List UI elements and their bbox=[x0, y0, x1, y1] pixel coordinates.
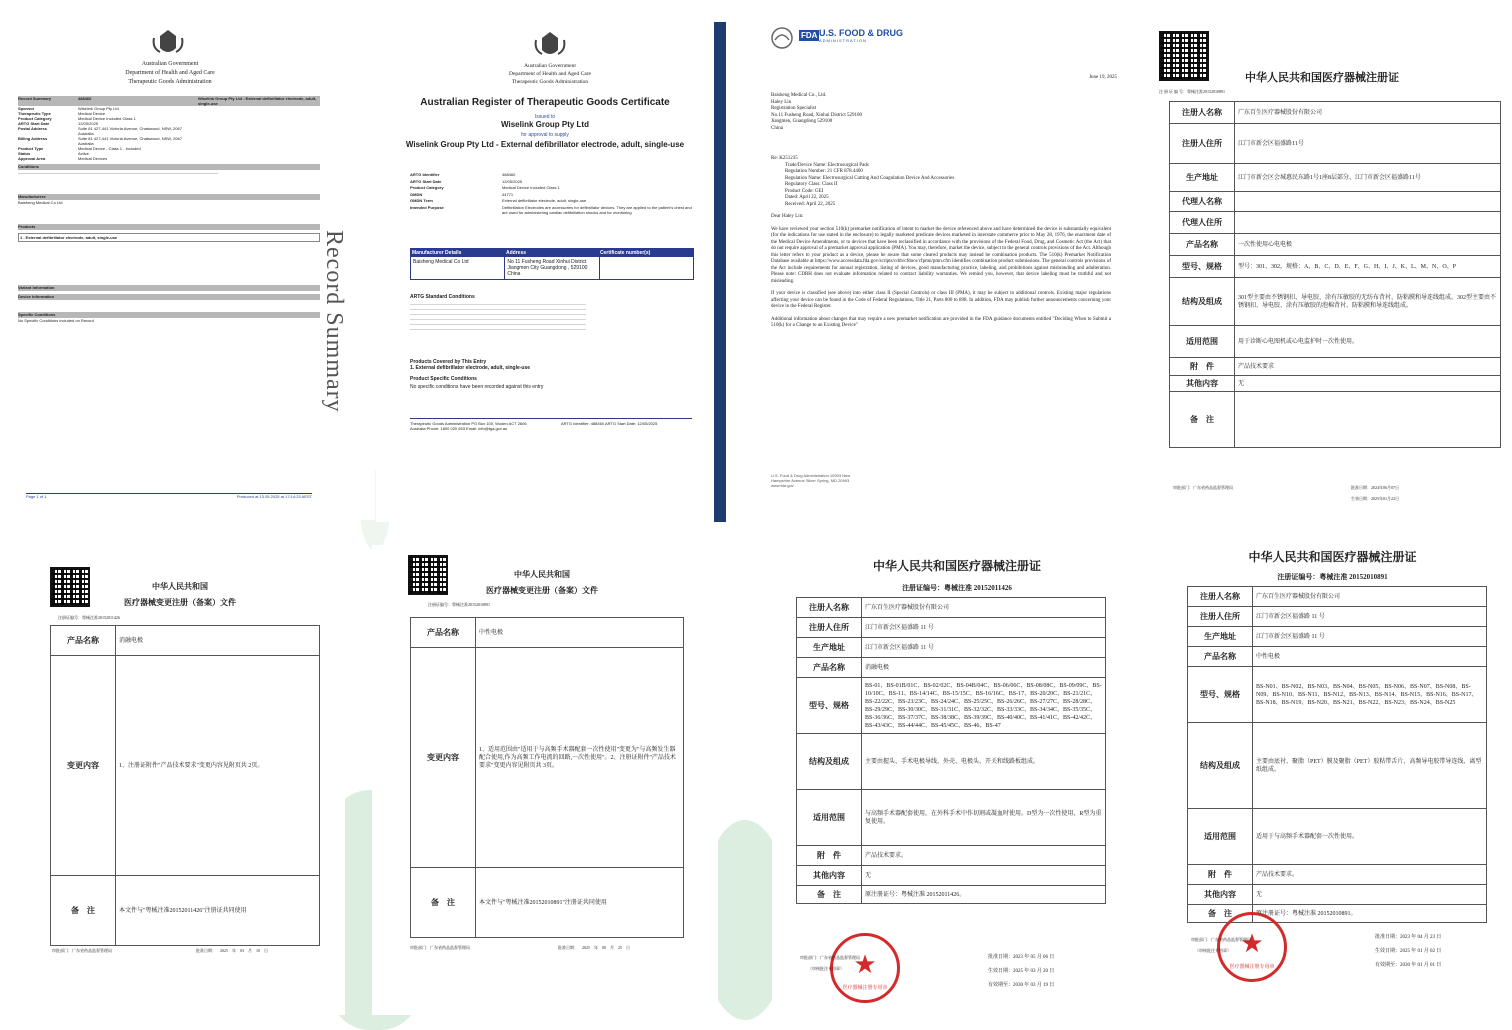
variant-heading: Variant Information bbox=[18, 285, 320, 291]
table-row bbox=[797, 678, 1106, 734]
row-value: 江门市新会区福盛路 11 号 bbox=[1253, 607, 1487, 627]
product-title: 1 . External defibrillator electrode, adult, single-use bbox=[18, 233, 320, 242]
table-row bbox=[1188, 607, 1487, 627]
record-label: Postal Address bbox=[18, 126, 47, 131]
row-value: 产品技术要求 bbox=[1235, 358, 1501, 376]
doc-record-summary bbox=[0, 0, 375, 520]
record-value: Wiselink Group Pty Ltd bbox=[78, 106, 119, 111]
field-row bbox=[410, 179, 692, 184]
row-label: 结构及组成 bbox=[1170, 278, 1235, 326]
table-row bbox=[1188, 885, 1487, 905]
table-row bbox=[1188, 723, 1487, 809]
record-label: Approval Area bbox=[18, 156, 46, 161]
table-row bbox=[1188, 627, 1487, 647]
conditions-heading: ARTG Standard Conditions bbox=[410, 294, 475, 300]
address-line: Baisheng Medical Co., Ltd. bbox=[771, 93, 827, 98]
cert-title: 中华人民共和国医疗器械注册证 bbox=[1245, 71, 1399, 84]
doc-cn-registration-ecg bbox=[1155, 25, 1510, 515]
row-value bbox=[1235, 192, 1501, 212]
row-label: 型号、规格 bbox=[1188, 667, 1253, 723]
table-row bbox=[1170, 192, 1501, 212]
covered-item: 1. External defibrillator electrode, adult, single-use bbox=[410, 365, 531, 371]
record-label: ARTG Start Date bbox=[18, 121, 50, 126]
manufacturers-heading: Manufacturers bbox=[18, 194, 320, 200]
re-line: Re: K251235 bbox=[771, 156, 798, 161]
approver: 审批部门：广东省药品监督管理局 bbox=[410, 945, 470, 950]
manufacturer-table bbox=[410, 248, 694, 280]
record-value: Medical Devices bbox=[78, 156, 108, 161]
tga-name: Therapeutic Goods Administration bbox=[511, 79, 589, 85]
field-row bbox=[410, 192, 692, 197]
record-extra bbox=[198, 156, 320, 161]
australian-crest-icon bbox=[532, 30, 568, 60]
row-value: 江门市新会区会城惠民东路1号1座8层部分、江门市新会区福盛路11号 bbox=[1235, 164, 1501, 192]
gov-name: Australian Government bbox=[524, 63, 576, 69]
row-value: 与高频手术器配套使用，在外科手术中作切割或凝血时使用。D型为一次性使用，R型为重复使用。 bbox=[862, 790, 1106, 846]
row-label: 适用范围 bbox=[797, 790, 862, 846]
table-row bbox=[797, 618, 1106, 638]
record-summary-vertical-title: Record Summary bbox=[321, 230, 347, 413]
row-label: 注册人名称 bbox=[797, 598, 862, 618]
record-value: 488460 bbox=[78, 96, 92, 101]
row-label: 型号、规格 bbox=[797, 678, 862, 734]
specific-text: No Specific Conditions included on Record bbox=[18, 318, 94, 323]
row-label: 注册人住所 bbox=[797, 618, 862, 638]
record-value: Medical Device Included Class 1 bbox=[78, 116, 136, 121]
specific-text: No specific conditions have been recorded against this entry bbox=[410, 384, 544, 390]
doc-artg-certificate: Australian Government Department of Health and Aged Care Therapeutic Goods Administration Australian Register of Therapeutic Goods Certificate Issued to Wiselink Group Pty Ltd for approval to supply Wiselink Group Pty Ltd - External defibrillator electrode, adult, single-use ARTG Identifier 488460 ARTG Start Date 12/05/2025 Product Category Medical Device Included Class 1 GMDN 44771 GMDN Term External defibrillator electrode, adult, single-use Intended Purpose Defibrillation Electrodes are accessories for defibrillator devices. They are applied to the patient's chest and are used for administering cardiac defibrillation shocks and for monitoring Manufacturer Details Address Certificate number(s) Baisheng Medical Co Ltd No 11 Fusheng Road Xinhui District Jiangmen City Guangdong , 529100 China ARTG Standard Conditions ———————————————————————————————————————————— ———————————————————————————————————————————— ———————————————————————————————————————————— ———————————————————————————————————————————— ———————————————————————————————————————————— ———————————————————————————————————————————— Products Covered by This Entry 1. External defibrillator electrode, adult, single-use Product Specific Conditions No specific conditions have been recorded against this entry Therapeutic Goods Administration PO Box 100, Woden ACT 2606 Australia Phone: 1800 020 653 Email: info@tga.gov.au ARTG Identifier: 488460 ARTG Start Date: 12/05/2025 bbox=[376, 22, 726, 522]
artg-footer-id: ARTG Identifier: 488460 ARTG Start Date: 12/05/2025 bbox=[561, 421, 658, 426]
table-row bbox=[1170, 278, 1501, 326]
address-line: Haley Lin bbox=[771, 99, 792, 105]
produced-at: Produced at 13.05.2025 at 17:14:23 AEST bbox=[236, 494, 312, 499]
tga-name: Therapeutic Goods Administration bbox=[128, 79, 212, 85]
doc-cn-change-neutral bbox=[372, 545, 718, 1015]
row-value: 产品技术要求。 bbox=[862, 846, 1106, 866]
approve-date: 批准日期： 2025 年 03 月 10 日 bbox=[196, 948, 268, 953]
re-detail-line: Regulation Number: 21 CFR 878.4400 bbox=[785, 169, 863, 174]
row-value: 广东百生医疗器械股份有限公司 bbox=[1235, 102, 1501, 124]
row-value: 本文件与"粤械注准20152010891"注册证共同使用 bbox=[476, 868, 684, 938]
title-line-1: 中华人民共和国 bbox=[514, 570, 570, 579]
reg-number: 注册证编号：粤械注准20152010891 bbox=[428, 602, 490, 607]
table-row bbox=[1170, 212, 1501, 234]
field-value: 488460 bbox=[502, 172, 516, 177]
approve-date: 批准日期：2023 年 04 月 23 日 bbox=[1375, 935, 1442, 940]
row-label: 代理人名称 bbox=[1170, 192, 1235, 212]
table-row bbox=[1170, 256, 1501, 278]
record-row bbox=[18, 136, 320, 146]
expire-date: 有效期至：2030 年 01 月 01 日 bbox=[1375, 963, 1442, 968]
row-label: 注册人住所 bbox=[1170, 124, 1235, 164]
mf-header: Manufacturer Details bbox=[412, 250, 462, 256]
row-value: 用于诊断心电图机或心电监护时一次性使用。 bbox=[1235, 326, 1501, 358]
table-row bbox=[797, 886, 1106, 904]
table-row bbox=[1170, 102, 1501, 124]
re-detail-line: Received: April 22, 2025 bbox=[785, 201, 836, 207]
doc-fda-letter bbox=[755, 20, 1135, 510]
table-row bbox=[51, 876, 320, 946]
table-row bbox=[51, 626, 320, 656]
field-row bbox=[410, 205, 692, 215]
conditions-heading: Conditions bbox=[18, 164, 320, 170]
row-label: 生产地址 bbox=[1170, 164, 1235, 192]
record-label: Product Type bbox=[18, 146, 44, 151]
row-value: 主要由底衬、聚脂（PET）膜及聚脂（PET）胶粘带舌片、高频导电胶带导连线、离型纸组成。 bbox=[1253, 723, 1487, 809]
approver: 审批部门：广东省药品监督管理局 bbox=[800, 955, 860, 960]
record-extra: Wiselink Group Pty Ltd - External defibrillator electrode, adult, single-use bbox=[198, 96, 317, 106]
field-row bbox=[410, 185, 692, 190]
specific-heading: Product Specific Conditions bbox=[410, 375, 477, 382]
record-extra bbox=[198, 136, 320, 146]
row-label: 结构及组成 bbox=[1188, 723, 1253, 809]
table-row bbox=[1170, 234, 1501, 256]
products-heading: Products bbox=[18, 224, 320, 230]
row-label: 产品名称 bbox=[797, 658, 862, 678]
row-label: 适用范围 bbox=[1188, 809, 1253, 865]
record-table: Record Summary 488460 Wiselink Group Pty Ltd - External defibrillator electrode, adult, single-use Sponsor Wiselink Group Pty Ltd Therapeutic Type Medical Device Product Category Medical Device Included Class 1 ARTG Start Date 12/05/2025 Postal Address Suite 81 427-441 Victoria Avenue, Chatswood, NSW, 2067 Australia Billing Address Suite 81 427-441 Victoria Avenue, Chatswood, NSW, 2067 Australia Product Type Medical Device - Class 1 - Included Status Active Approval Area Medical Devices Conditions —————————————————————————————————————————————————— Manufacturers Baisheng Medical Co Ltd Products 1 . External defibrillator electrode, adult, single-use Variant Information Device Information Specific Conditions No Specific Conditions included on Record bbox=[18, 96, 320, 323]
letter-date: June 19, 2025 bbox=[1089, 75, 1117, 80]
fda-footer: U.S. Food & Drug Administration 10903 New Hampshire Avenue Silver Spring, MD 20993 www.fda.gov bbox=[771, 473, 851, 488]
row-label: 注册人住所 bbox=[1188, 607, 1253, 627]
field-value: Medical Device Included Class 1 bbox=[502, 185, 560, 190]
for-approval-label: for approval to supply bbox=[521, 132, 569, 138]
row-label: 其他内容 bbox=[797, 866, 862, 886]
title-line-1: 中华人民共和国 bbox=[152, 582, 208, 591]
manufacturer-name: Baisheng Medical Co Ltd bbox=[18, 200, 63, 205]
row-value: 原注册证号：粤械注准 20152010891。 bbox=[1253, 905, 1487, 923]
re-detail-line: Regulation Name: Electrosurgical Cutting And Coagulation Device And Accessories bbox=[785, 175, 955, 181]
record-label: Record Summary bbox=[18, 96, 52, 101]
title-line-2: 医疗器械变更注册（备案）文件 bbox=[486, 586, 598, 595]
row-value: 江门市新会区福盛路 11 号 bbox=[862, 638, 1106, 658]
address-line: Registration Specialist bbox=[771, 106, 817, 111]
table-row bbox=[797, 598, 1106, 618]
field-row bbox=[410, 172, 692, 177]
paragraph-3: Additional information about changes that may require a new premarket notification are provided in the FDA guidance documents entitled "Deciding When to Submit a 510(k) for a Change to an Existing Device" bbox=[771, 316, 1111, 328]
table-row bbox=[797, 846, 1106, 866]
record-value: Suite 81 427-441 Victoria Avenue, Chatswood, NSW, 2067 Australia bbox=[78, 126, 182, 136]
company-name: Wiselink Group Pty Ltd bbox=[501, 120, 589, 129]
approve-date: 批准日期： 2025 年 00 月 25 日 bbox=[558, 945, 630, 950]
table-row bbox=[1170, 164, 1501, 192]
row-label: 结构及组成 bbox=[797, 734, 862, 790]
australian-crest-icon bbox=[150, 28, 186, 58]
record-label: Billing Address bbox=[18, 136, 48, 141]
row-label: 附 件 bbox=[797, 846, 862, 866]
row-label: 产品名称 bbox=[51, 626, 116, 656]
qr-code-icon bbox=[50, 567, 90, 607]
re-detail-line: Regulatory Class: Class II bbox=[785, 182, 838, 187]
fda-logo-badge: FDA bbox=[801, 31, 818, 40]
table-row bbox=[1188, 667, 1487, 723]
mf-name: Baisheng Medical Co Ltd bbox=[413, 259, 469, 265]
row-label: 变更内容 bbox=[51, 656, 116, 876]
record-value: Medical Device bbox=[78, 111, 106, 116]
dept-name: Department of Health and Aged Care bbox=[508, 71, 591, 77]
covered-heading: Products Covered by This Entry bbox=[410, 358, 487, 365]
row-value: 本文件与"粤械注准20152011426"注册证共同使用 bbox=[116, 876, 320, 946]
specific-heading: Specific Conditions bbox=[18, 312, 320, 318]
address-line: No.11 Fusheng Road, Xinhui District 529100 bbox=[771, 112, 863, 118]
row-value: BS-01、BS-01B/01C、BS-02/02C、BS-04B/04C、BS-06/06C、BS-08/08C、BS-09/09C、BS-10/10C、BS-11、BS-14/14C、BS-15/15C、BS-16/16C、BS-17、BS-20/20C、BS-21/21C、BS-22/22C、BS-23/23C、BS-24/24C、BS-25/25C、BS-26/26C、BS-27/27C、BS-28/28C、BS-29/29C、BS-30/30C、BS-31/31C、BS-32/32C、BS-33/33C、BS-34/34C、BS-35/35C、BS-36/36C、BS-37/37C、BS-38/38C、BS-39/39C、BS-40/40C、BS-41/41C、BS-42/42C、BS-43/43C、BS-44/44C、BS-45/45C、BS-46、BS-47 bbox=[862, 678, 1106, 734]
record-value: 12/05/2025 bbox=[78, 121, 99, 126]
row-value: 江门市新会区福盛路11号 bbox=[1235, 124, 1501, 164]
row-label: 代理人住所 bbox=[1170, 212, 1235, 234]
fda-sub: ADMINISTRATION bbox=[819, 38, 867, 43]
field-label: ARTG Start Date bbox=[410, 178, 442, 184]
table-row bbox=[411, 648, 684, 868]
row-label: 备 注 bbox=[411, 868, 476, 938]
dept-name: Department of Health and Aged Care bbox=[125, 70, 215, 76]
table-row bbox=[797, 866, 1106, 886]
change-table bbox=[410, 617, 684, 938]
row-value: 主要由握头、手术电极导线、外壳、电极头、开关和线路板组成。 bbox=[862, 734, 1106, 790]
reg-number: 注册证编号：粤械注准 20152010891 bbox=[1277, 573, 1388, 581]
row-label: 附 件 bbox=[1170, 358, 1235, 376]
row-value: 301型主要由不锈钢扣、导电胶、涂有压敏胶的无纺布背衬、防粘膜和导连线组成。302型主要由不锈钢扣、导电胶、涂有压敏胶的泡棉背衬、防粘膜和导连线组成。 bbox=[1235, 278, 1501, 326]
record-value: Medical Device - Class 1 - Included bbox=[78, 146, 141, 151]
record-row bbox=[18, 156, 320, 161]
row-label: 产品名称 bbox=[1170, 234, 1235, 256]
table-row bbox=[411, 868, 684, 938]
red-seal-stamp: ★ 医疗器械注册专用章 bbox=[830, 933, 900, 1003]
row-value: 无 bbox=[1235, 376, 1501, 392]
issued-to-label: Issued to bbox=[534, 114, 556, 120]
approve-date: 批准日期：2024年06月07日 bbox=[1351, 485, 1399, 490]
row-value: 江门市新会区福盛路 11 号 bbox=[862, 618, 1106, 638]
row-label: 产品名称 bbox=[411, 618, 476, 648]
recipient-address bbox=[771, 93, 1111, 132]
stamp-text: 医疗器械注册专用章 bbox=[842, 985, 888, 991]
cert-title: 中华人民共和国医疗器械注册证 bbox=[1248, 550, 1417, 564]
certificate-title: Australian Register of Therapeutic Goods Certificate bbox=[420, 97, 670, 108]
row-label: 产品名称 bbox=[1188, 647, 1253, 667]
table-row bbox=[797, 790, 1106, 846]
row-label: 备 注 bbox=[51, 876, 116, 946]
row-label: 其他内容 bbox=[1188, 885, 1253, 905]
field-label: Product Category bbox=[410, 185, 444, 190]
fda-name: U.S. FOOD & DRUG bbox=[819, 28, 904, 38]
table-row bbox=[1188, 865, 1487, 885]
record-extra bbox=[198, 126, 320, 136]
row-value: 广东百生医疗器械股份有限公司 bbox=[1253, 587, 1487, 607]
salutation: Dear Haley Lin: bbox=[771, 214, 804, 219]
row-value bbox=[1235, 212, 1501, 234]
reg-number: 注 册 证 编 号：粤械注准20152010891 bbox=[1159, 89, 1225, 94]
gov-name: Australian Government bbox=[141, 61, 199, 67]
table-row bbox=[1188, 809, 1487, 865]
record-label: Sponsor bbox=[18, 106, 35, 111]
re-detail-line: Dated: April 22, 2025 bbox=[785, 195, 829, 200]
table-row bbox=[411, 618, 684, 648]
row-value: 广东百生医疗器械股份有限公司 bbox=[862, 598, 1106, 618]
valid-date: 生效日期：2025 年 03 月 20 日 bbox=[988, 969, 1055, 974]
doc-cn-registration-neutral bbox=[1155, 540, 1510, 1015]
table-row bbox=[1170, 392, 1501, 448]
doc-cn-change-ablation bbox=[0, 545, 345, 1015]
record-row bbox=[18, 96, 320, 106]
approver-sub: （审核批注专用章） bbox=[808, 966, 844, 971]
row-label: 附 件 bbox=[1188, 865, 1253, 885]
row-label: 变更内容 bbox=[411, 648, 476, 868]
approver: 审批部门：广东省药品监督管理局 bbox=[1173, 485, 1233, 490]
re-detail-line: Trade/Device Name: Electrosurgical Pads bbox=[785, 162, 869, 168]
row-value: 无 bbox=[1253, 885, 1487, 905]
paragraph-2: If your device is classified (see above) into either class II (Special Controls) or class III (PMA), it may be subject to additional controls. Existing major regulations affecting your device can be found in the Code of Federal Regulations, Title 21, Parts 800 to 898. In addition, FDA may publish further announcements concerning your device in the Federal Register. bbox=[771, 291, 1111, 309]
field-label: ARTG Identifier bbox=[410, 172, 440, 177]
field-label: GMDN Term bbox=[410, 198, 433, 203]
table-row bbox=[797, 734, 1106, 790]
field-value: 12/05/2025 bbox=[502, 178, 523, 184]
record-row bbox=[18, 126, 320, 136]
row-label: 注册人名称 bbox=[1188, 587, 1253, 607]
row-value: 中性电极 bbox=[476, 618, 684, 648]
valid-date: 生效日期：2025年01月22日 bbox=[1351, 496, 1399, 501]
device-heading: Device Information bbox=[18, 294, 320, 300]
page-count: Page 1 of 1 bbox=[26, 494, 47, 499]
record-value: Active bbox=[78, 151, 89, 156]
row-label: 适用范围 bbox=[1170, 326, 1235, 358]
table-row bbox=[1188, 647, 1487, 667]
row-value: 江门市新会区福盛路 11 号 bbox=[1253, 627, 1487, 647]
row-value: 产品技术要求。 bbox=[1253, 865, 1487, 885]
address-line: Jiangmen, Guangdong 529100 bbox=[771, 119, 833, 124]
approver: 审批部门：广东省药品监督管理局 bbox=[1191, 937, 1251, 942]
row-value: BS-N01、BS-N02、BS-N03、BS-N04、BS-N05、BS-N06、BS-N07、BS-N08、BS-N09、BS-N10、BS-N11、BS-N12、BS-N13、BS-N14、BS-N15、BS-N16、BS-N17、BS-N18、BS-N19、BS-N20、BS-N21、BS-N22、BS-N23、BS-N24、BS-N25 bbox=[1253, 667, 1487, 723]
cert-table bbox=[1187, 586, 1487, 923]
record-label: Status bbox=[18, 151, 31, 156]
qr-code-icon bbox=[1159, 31, 1209, 81]
mf-address: No 11 Fusheng Road Xinhui District Jiangmen City Guangdong , 529100 China bbox=[504, 257, 598, 279]
row-value: 1、注册证附件"产品技术要求"变更内容见附页共 2页。 bbox=[116, 656, 320, 876]
record-value: Suite 81 427-441 Victoria Avenue, Chatswood, NSW, 2067 Australia bbox=[78, 136, 182, 146]
doc-cn-registration-ablation bbox=[772, 545, 1142, 1015]
row-value bbox=[1235, 392, 1501, 448]
row-value: 1、适用范围由"适用于与高频手术器配套一次性使用"变更为"与高频发生器配合使用,作为高频工作电流的回路,一次性使用"。2、注册证附件"产品技术要求"变更内容见附页共 3页。 bbox=[476, 648, 684, 868]
title-line-2: 医疗器械变更注册（备案）文件 bbox=[124, 598, 236, 607]
red-seal-stamp: ★ 医疗器械注册专用章 bbox=[1217, 912, 1287, 982]
mf-header: Address bbox=[506, 250, 527, 256]
row-value: 中性电极 bbox=[1253, 647, 1487, 667]
field-value: Defibrillation Electrodes are accessories for defibrillator devices. They are applied to the patient's chest and are used for administering cardiac defibrillation shocks and for monitoring bbox=[502, 204, 692, 215]
approve-date: 批准日期：2023 年 05 月 06 日 bbox=[988, 955, 1055, 960]
row-label: 备 注 bbox=[797, 886, 862, 904]
row-value: 一次性使用心电电极 bbox=[1235, 234, 1501, 256]
valid-date: 生效日期：2025 年 01 月 02 日 bbox=[1375, 949, 1442, 954]
row-value: 消融电极 bbox=[116, 626, 320, 656]
tga-footer-address: Therapeutic Goods Administration PO Box 100, Woden ACT 2606 Australia Phone: 1800 020 653 Email: info@tga.gov.au bbox=[410, 421, 527, 431]
row-label: 备 注 bbox=[1170, 392, 1235, 448]
record-label: Product Category bbox=[18, 116, 52, 121]
table-row bbox=[1170, 358, 1501, 376]
certificate-fields bbox=[410, 172, 692, 216]
cert-title: 中华人民共和国医疗器械注册证 bbox=[872, 559, 1041, 573]
field-label: GMDN bbox=[410, 191, 423, 197]
row-label: 其他内容 bbox=[1170, 376, 1235, 392]
row-label: 备 注 bbox=[1188, 905, 1253, 923]
address-line: China bbox=[771, 125, 783, 131]
mf-header: Certificate number(s) bbox=[600, 250, 651, 256]
stamp-text: 医疗器械注册专用章 bbox=[1229, 964, 1275, 970]
table-row bbox=[1170, 376, 1501, 392]
row-label: 生产地址 bbox=[797, 638, 862, 658]
approver: 审批部门：广东省药品监督管理局 bbox=[52, 948, 112, 953]
hhs-logo-icon bbox=[769, 26, 795, 50]
qr-code-icon bbox=[408, 555, 448, 595]
change-table bbox=[50, 625, 320, 946]
product-name: Wiselink Group Pty Ltd - External defibrillator electrode, adult, single-use bbox=[405, 140, 685, 149]
cert-table bbox=[796, 597, 1106, 904]
expire-date: 有效期至：2030 年 03 月 19 日 bbox=[988, 983, 1055, 988]
field-row bbox=[410, 198, 692, 203]
table-row bbox=[1188, 587, 1487, 607]
reg-number: 注册证编号：粤械注准20152011426 bbox=[58, 615, 120, 620]
table-row bbox=[51, 656, 320, 876]
table-row bbox=[797, 658, 1106, 678]
paragraph-1: We have reviewed your section 510(k) premarket notification of intent to market the device referenced above and have determined the device is substantially equivalent (for the indications for use stated in the enclosure) to legally marketed predicate devices marketed in interstate commerce prior to May 28, 1976, the enactment date of the Medical Device Amendments, or to devices that have been reclassified in accordance with the provisions of the Federal Food, Drug, and Cosmetic Act (the Act) that do not require approval of a premarket approval application (PMA). You may, therefore, market the device, subject to the general controls provisions of the Act. Although this letter refers to your product as a device, please be aware that some cleared products may instead be combination products. The 510(k) Premarket Notification Database available at https://www.accessdata.fda.gov/scripts/cdrh/cfdocs/cfpmn/pmn.cfm identifies combination product submissions. The general controls provisions of the Act include requirements for annual registration, listing of devices, good manufacturing practice, labeling, and prohibitions against misbranding and adulteration. Please note: CDRH does not evaluate information related to contract liability warranties. We remind you, however, that device labeling must be truthful and not misleading. bbox=[771, 226, 1111, 284]
reg-number: 注册证编号：粤械注准 20152011426 bbox=[902, 584, 1012, 592]
row-value: 型号：301、302，规格：A、B、C、D、E、F、G、H、I、J、K、L、M、N、O、P bbox=[1235, 256, 1501, 278]
field-label: Intended Purpose bbox=[410, 204, 444, 210]
table-row bbox=[797, 638, 1106, 658]
table-row bbox=[1170, 326, 1501, 358]
approver-sub: （审核批注专用章） bbox=[1195, 948, 1231, 953]
row-label: 生产地址 bbox=[1188, 627, 1253, 647]
record-label: Therapeutic Type bbox=[18, 111, 51, 116]
row-label: 注册人名称 bbox=[1170, 102, 1235, 124]
field-value: External defibrillator electrode, adult, single-use bbox=[502, 198, 587, 203]
field-value: 44771 bbox=[502, 191, 514, 197]
row-label: 型号、规格 bbox=[1170, 256, 1235, 278]
row-value: 原注册证号：粤械注准 20152011426。 bbox=[862, 886, 1106, 904]
row-value: 适用于与高频手术器配套一次性使用。 bbox=[1253, 809, 1487, 865]
row-value: 消融电极 bbox=[862, 658, 1106, 678]
table-row bbox=[1170, 124, 1501, 164]
re-detail-line: Product Code: GEI bbox=[785, 188, 824, 194]
row-value: 无 bbox=[862, 866, 1106, 886]
cert-table bbox=[1169, 101, 1501, 448]
